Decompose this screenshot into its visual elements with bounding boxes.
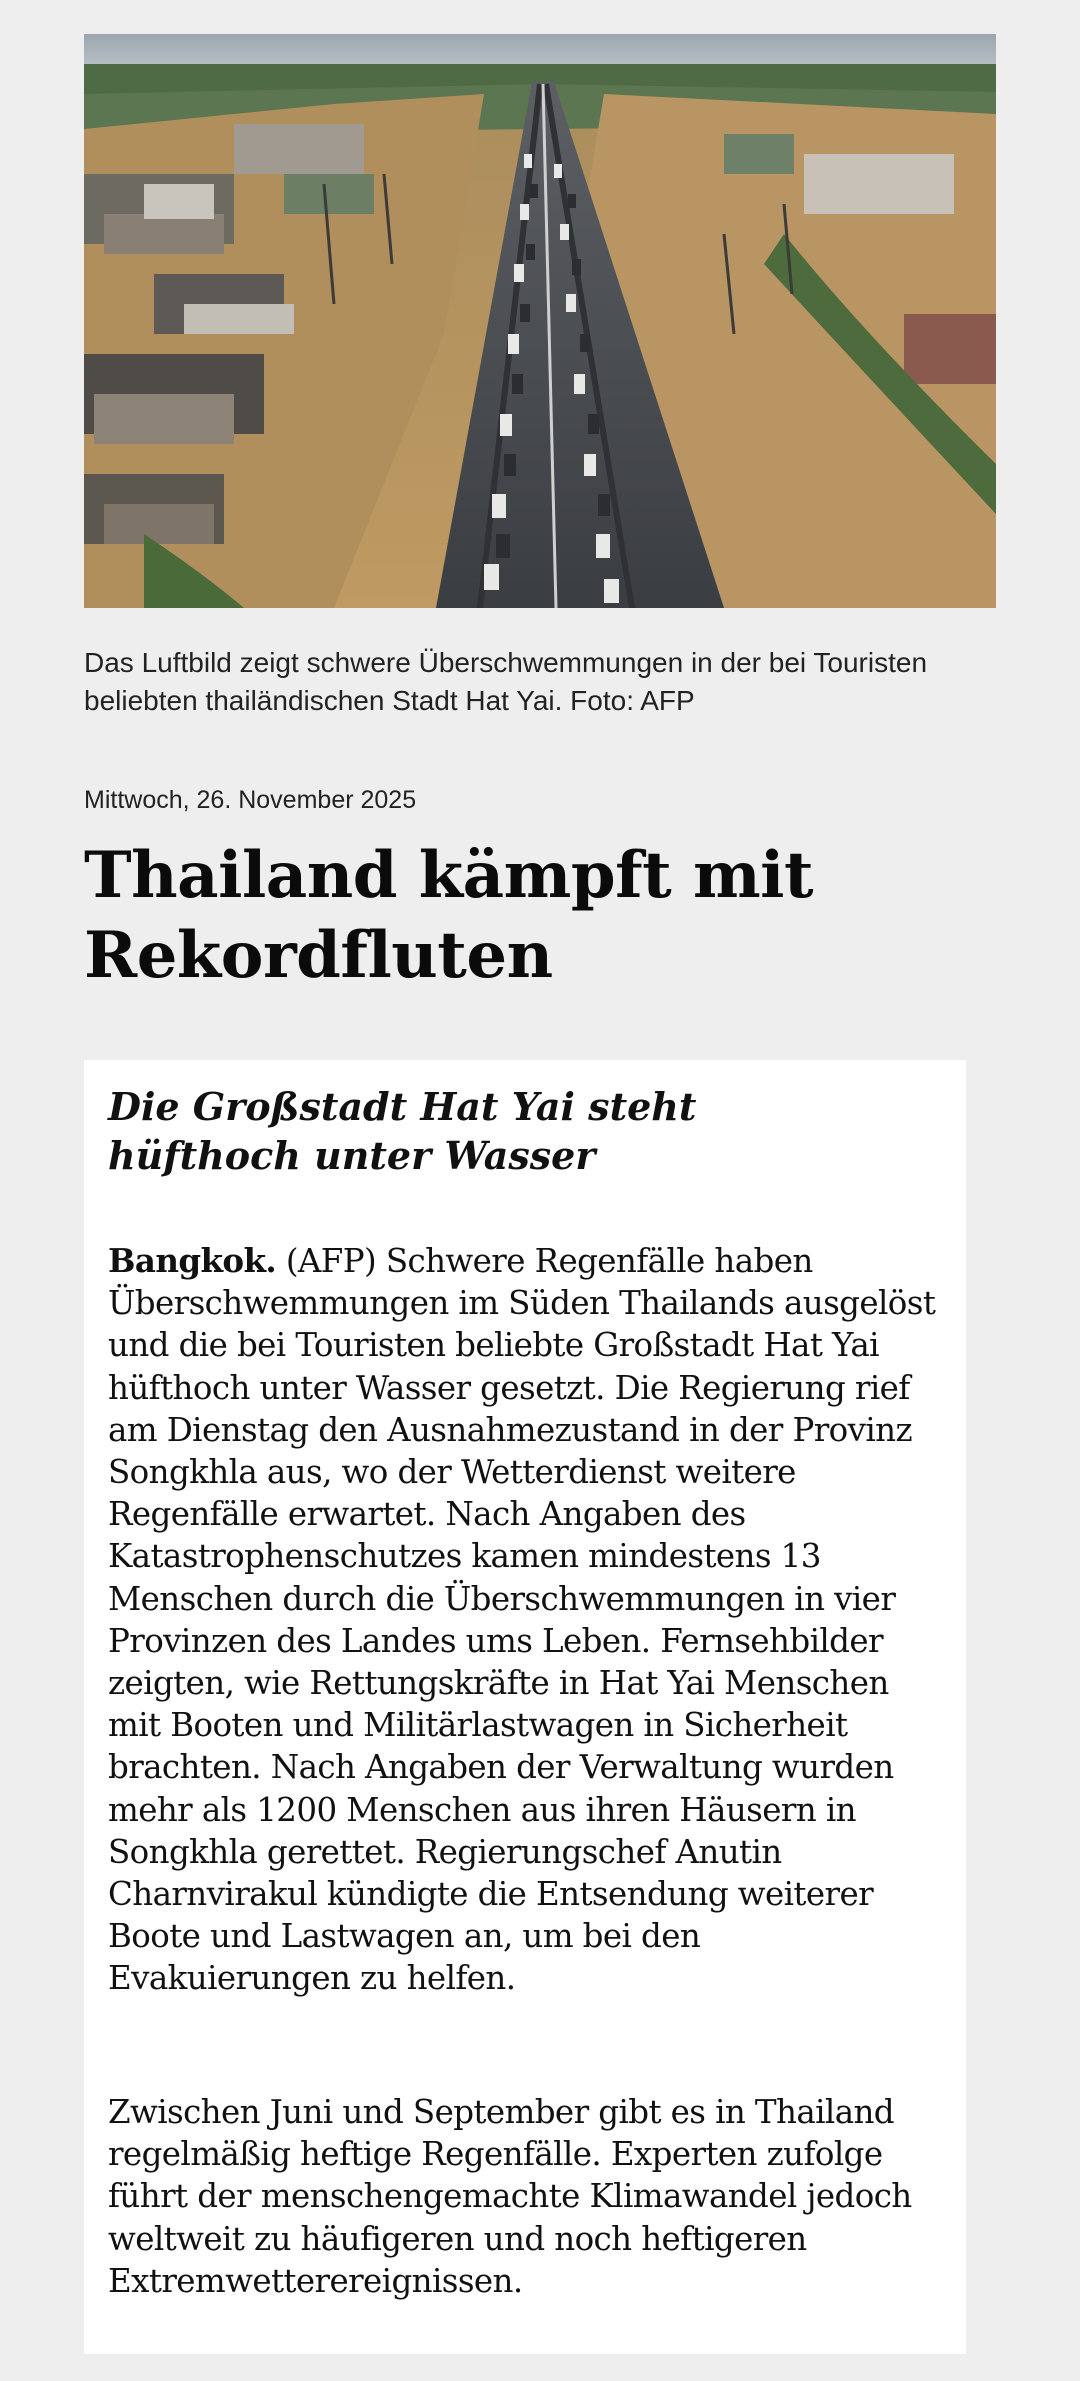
article-card (84, 1060, 966, 2354)
headline-line-1: Thailand kämpft mit (84, 838, 814, 913)
article-paragraph-1 (108, 1240, 948, 2000)
subheadline (108, 1082, 948, 1180)
article-paragraph-2: Zwischen Juni und September gibt es in Thailand regelmäßig heftige Regenfälle. Experten zufolge führt der menschengemachte Klimawandel jedoch weltweit zu häufigeren und noch heftigeren Extremwetterereignissen. (108, 2093, 912, 2300)
publication-date: Mittwoch, 26. November 2025 (84, 786, 417, 814)
headline-line-2: Rekordfluten (84, 918, 553, 993)
flood-aerial-photo (84, 34, 996, 608)
paragraph-1-text: (AFP) Schwere Regenfälle haben Überschwemmungen im Süden Thailands ausgelöst und die bei Touristen beliebte Großstadt Hat Yai hüfthoch unter Wasser gesetzt. Die Regierung rief am Dienstag den Ausnahmezustand in der Provinz Songkhla aus, wo der Wetterdienst weitere Regenfälle erwartet. Nach Angaben des Katastrophenschutzes kamen mindestens 13 Menschen durch die Überschwemmungen in vier Provinzen des Landes ums Leben. Fernsehbilder zeigten, wie Rettungskräfte in Hat Yai Menschen mit Booten und Militärlastwagen in Sicherheit brachten. Nach Angaben der Verwaltung wurden mehr als 1200 Menschen aus ihren Häusern in Songkhla gerettet. Regierungschef Anutin Charnvirakul kündigte die Entsendung weiterer Boote und Lastwagen an, um bei den Evakuierungen zu helfen. (108, 1242, 936, 1998)
dateline: Bangkok. (108, 1241, 277, 1280)
photo-caption: Das Luftbild zeigt schwere Überschwemmungen in der bei Touristen beliebten thailändischen Stadt Hat Yai. Foto: AFP (84, 647, 928, 716)
subheadline-line-2: hüfthoch unter Wasser (108, 1133, 596, 1178)
headline (84, 836, 984, 996)
subheadline-line-1: Die Großstadt Hat Yai steht (108, 1084, 697, 1129)
